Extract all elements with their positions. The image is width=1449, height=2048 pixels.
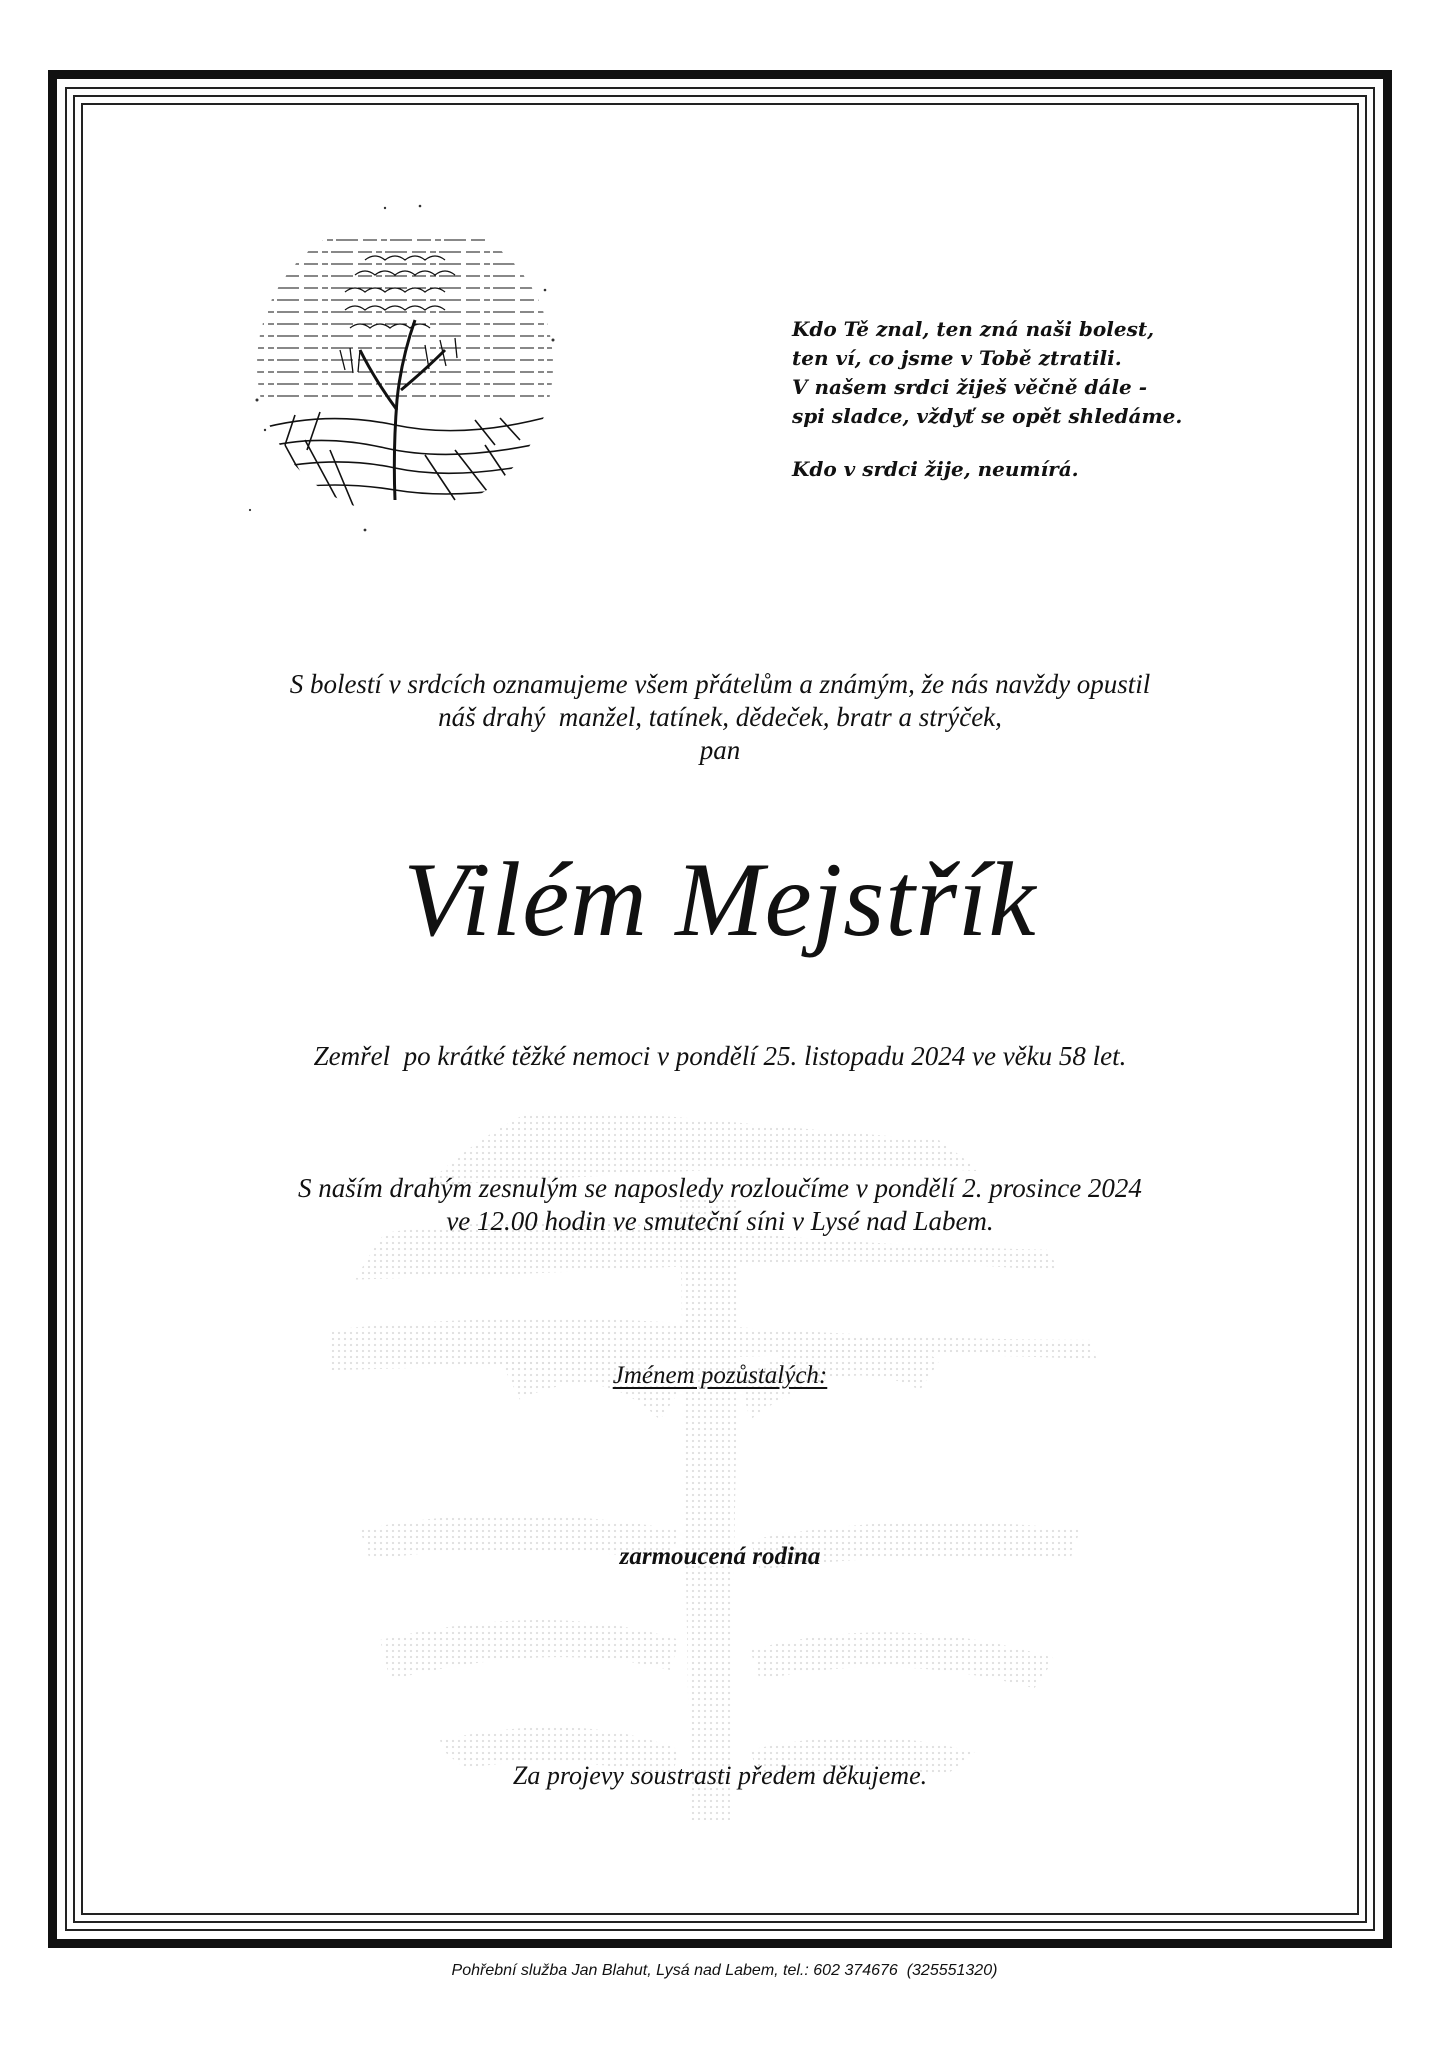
farewell-line: ve 12.00 hodin ve smuteční síni v Lysé nad Labem. [446,1206,994,1236]
on-behalf-label: Jménem pozůstalých: [612,1362,828,1389]
memorial-verse [792,315,1272,484]
verse-line: ten ví, co jsme v Tobě ztratili. [792,346,1122,370]
farewell-info [120,1172,1320,1238]
announcement-line: S bolestí v srdcích oznamujeme všem přátelům a známým, že nás navždy opustil [289,669,1151,699]
family-signature: zarmoucená rodina [619,1543,821,1570]
on-behalf-heading [120,1360,1320,1392]
verse-line: spi sladce, vždyť se opět shledáme. [792,404,1183,428]
verse-line: Kdo Tě znal, ten zná naši bolest, [792,317,1155,341]
death-info: Zemřel po krátké těžké nemoci v pondělí 25. listopadu 2024 ve věku 58 let. [313,1041,1127,1071]
tree-emblem-image [245,200,565,540]
announcement-line: pan [699,735,741,765]
verse-line: V našem srdci žiješ věčně dále - [792,375,1148,399]
deceased-name: Vilém Mejstřík [403,841,1037,958]
farewell-line: S naším drahým zesnulým se naposledy rozloučíme v pondělí 2. prosince 2024 [298,1173,1142,1203]
funeral-service-footer: Pohřební služba Jan Blahut, Lysá nad Labem, tel.: 602 374676 (325551320) [451,1962,998,1979]
announcement-text [120,668,1320,767]
verse-motto: Kdo v srdci žije, neumírá. [792,457,1079,481]
announcement-line: náš drahý manžel, tatínek, dědeček, bratr a strýček, [438,702,1002,732]
thanks-note: Za projevy soustrasti předem děkujeme. [512,1761,928,1790]
